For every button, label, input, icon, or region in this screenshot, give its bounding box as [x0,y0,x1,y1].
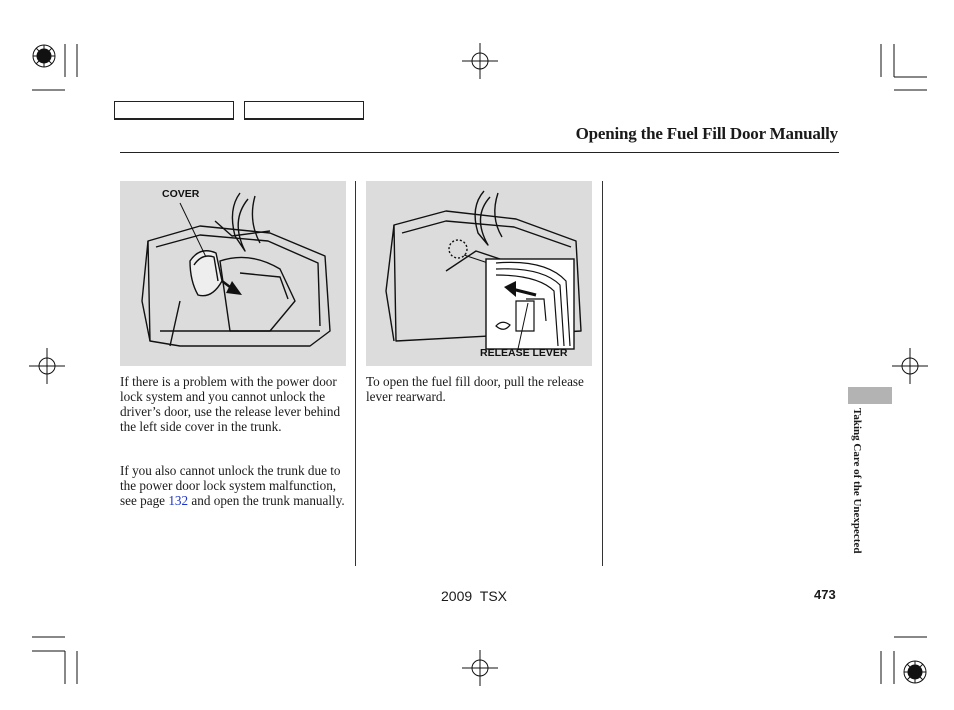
section-tab-label: Taking Care of the Unexpected [851,408,863,554]
instruction-text-end: and open the trunk manually. [188,493,345,508]
instruction-paragraph-3: To open the fuel fill door, pull the release lever rearward. [366,374,584,404]
release-lever-callout-label: RELEASE LEVER [480,347,568,359]
release-lever-illustration [366,181,592,366]
nav-tab-main-menu[interactable] [114,101,234,120]
page-number: 473 [814,587,836,602]
trunk-cover-illustration [120,181,346,366]
page-link-132[interactable]: 132 [168,493,189,508]
page-title: Opening the Fuel Fill Door Manually [575,124,838,143]
nav-tab-table-of-contents[interactable] [244,101,364,120]
instruction-text-start: If you also cannot unlock the trunk due to the power door lock system malfunction, see page [120,463,341,508]
instruction-paragraph-1: If there is a problem with the power door lock system and you cannot unlock the driver’s door, use the release lever behind the left side cover in the trunk. [120,374,341,434]
section-tab-marker[interactable] [848,387,892,404]
title-divider [120,152,839,153]
cover-callout-label: COVER [162,188,200,200]
column-divider-1 [355,181,356,566]
instruction-paragraph-2 [120,463,346,508]
footer-model-name: 2009 TSX [441,588,508,604]
column-divider-2 [602,181,603,566]
